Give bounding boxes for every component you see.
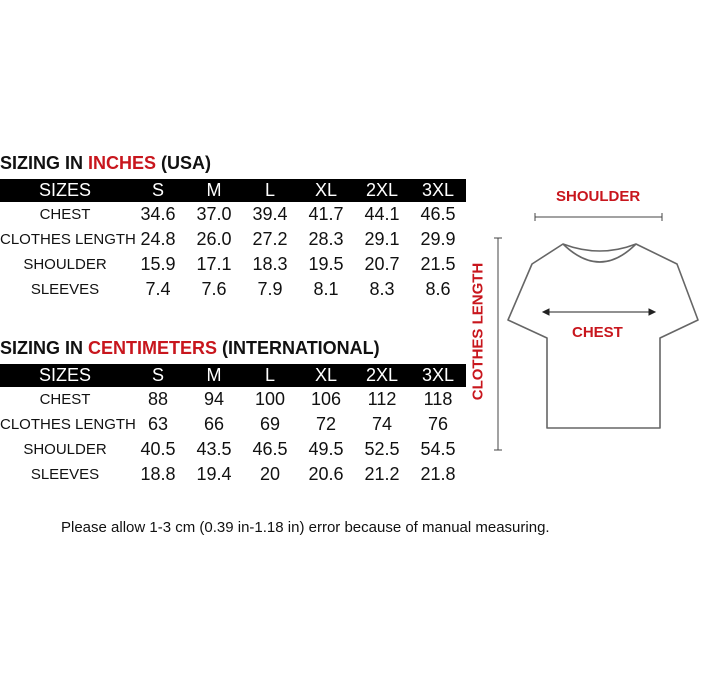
- header-cell-2xl: 2XL: [354, 364, 410, 387]
- table-cell: 54.5: [420, 439, 456, 459]
- header-cell-sizes: SIZES: [0, 179, 130, 202]
- header-cell-sizes: SIZES: [0, 364, 130, 387]
- header-cell-m: M: [186, 179, 242, 202]
- inches-title: [0, 153, 211, 174]
- table-cell: 39.4: [252, 204, 288, 224]
- table-cell: 19.4: [196, 464, 232, 484]
- table-cell: 18.8: [140, 464, 176, 484]
- clothes-length-label: CLOTHES LENGTH: [469, 262, 487, 401]
- table-cell: 21.2: [364, 464, 400, 484]
- table-cell: 15.9: [140, 254, 176, 274]
- centimeters-title-suffix: (INTERNATIONAL): [217, 338, 380, 358]
- table-cell: 19.5: [308, 254, 344, 274]
- table-cell: 24.8: [140, 229, 176, 249]
- table-row: [0, 412, 466, 437]
- centimeters-title: [0, 338, 380, 359]
- row-label: SLEEVES: [30, 466, 100, 483]
- table-cell: 69: [259, 414, 281, 434]
- table-cell: 66: [203, 414, 225, 434]
- table-cell: 7.4: [145, 279, 171, 299]
- table-cell: 26.0: [196, 229, 232, 249]
- table-cell: 106: [310, 389, 342, 409]
- header-cell-l: L: [242, 364, 298, 387]
- measurement-diagram: [466, 180, 702, 460]
- header-cell-xl: XL: [298, 364, 354, 387]
- length-measure-line: [494, 238, 502, 450]
- centimeters-header-row: [0, 364, 466, 387]
- table-cell: 20: [259, 464, 281, 484]
- table-cell: 18.3: [252, 254, 288, 274]
- header-cell-m: M: [186, 364, 242, 387]
- chest-measure-arrow: [543, 309, 655, 315]
- row-label: SLEEVES: [30, 281, 100, 298]
- shoulder-measure-line: [535, 213, 662, 221]
- header-cell-s: S: [130, 179, 186, 202]
- inches-title-suffix: (USA): [156, 153, 212, 173]
- table-cell: 17.1: [196, 254, 232, 274]
- table-cell: 7.9: [257, 279, 283, 299]
- diagram-lines: [466, 180, 702, 460]
- table-cell: 72: [315, 414, 337, 434]
- header-cell-xl: XL: [298, 179, 354, 202]
- table-row: [0, 277, 466, 302]
- table-cell: 46.5: [420, 204, 456, 224]
- header-cell-3xl: 3XL: [410, 364, 466, 387]
- shoulder-label: SHOULDER: [556, 188, 641, 205]
- row-label: CHEST: [39, 206, 91, 223]
- table-cell: 21.5: [420, 254, 456, 274]
- table-cell: 27.2: [252, 229, 288, 249]
- table-cell: 8.1: [313, 279, 339, 299]
- measurement-note: Please allow 1-3 cm (0.39 in-1.18 in) error because of manual measuring.: [61, 519, 550, 536]
- row-label: CHEST: [39, 391, 91, 408]
- table-cell: 52.5: [364, 439, 400, 459]
- header-cell-3xl: 3XL: [410, 179, 466, 202]
- centimeters-title-accent: CENTIMETERS: [88, 338, 218, 358]
- table-cell: 100: [254, 389, 286, 409]
- table-cell: 34.6: [140, 204, 176, 224]
- table-row: [0, 227, 466, 252]
- row-label: CLOTHES LENGTH: [0, 416, 136, 433]
- chest-label: CHEST: [572, 324, 623, 341]
- table-cell: 44.1: [364, 204, 400, 224]
- inches-title-prefix: SIZING IN: [0, 153, 89, 173]
- centimeters-title-prefix: SIZING IN: [0, 338, 89, 358]
- table-cell: 63: [147, 414, 169, 434]
- table-cell: 40.5: [140, 439, 176, 459]
- table-cell: 76: [427, 414, 449, 434]
- table-row: [0, 387, 466, 412]
- table-cell: 20.7: [364, 254, 400, 274]
- centimeters-size-table: [0, 364, 466, 487]
- row-label: SHOULDER: [23, 441, 107, 458]
- header-cell-2xl: 2XL: [354, 179, 410, 202]
- table-row: [0, 437, 466, 462]
- table-cell: 20.6: [308, 464, 344, 484]
- table-cell: 49.5: [308, 439, 344, 459]
- header-cell-l: L: [242, 179, 298, 202]
- table-row: [0, 462, 466, 487]
- inches-header-row: [0, 179, 466, 202]
- row-label: SHOULDER: [23, 256, 107, 273]
- table-cell: 28.3: [308, 229, 344, 249]
- table-cell: 46.5: [252, 439, 288, 459]
- table-row: [0, 202, 466, 227]
- table-cell: 37.0: [196, 204, 232, 224]
- table-cell: 21.8: [420, 464, 456, 484]
- table-cell: 8.6: [425, 279, 451, 299]
- table-cell: 8.3: [369, 279, 395, 299]
- table-cell: 43.5: [196, 439, 232, 459]
- table-cell: 118: [423, 389, 453, 409]
- inches-size-table: [0, 179, 466, 302]
- table-cell: 88: [147, 389, 169, 409]
- header-cell-s: S: [130, 364, 186, 387]
- inches-title-accent: INCHES: [88, 153, 157, 173]
- table-row: [0, 252, 466, 277]
- table-cell: 94: [203, 389, 225, 409]
- row-label: CLOTHES LENGTH: [0, 231, 136, 248]
- table-cell: 74: [371, 414, 393, 434]
- table-cell: 29.9: [420, 229, 456, 249]
- table-cell: 112: [367, 389, 397, 409]
- table-cell: 41.7: [308, 204, 344, 224]
- table-cell: 29.1: [364, 229, 400, 249]
- table-cell: 7.6: [201, 279, 227, 299]
